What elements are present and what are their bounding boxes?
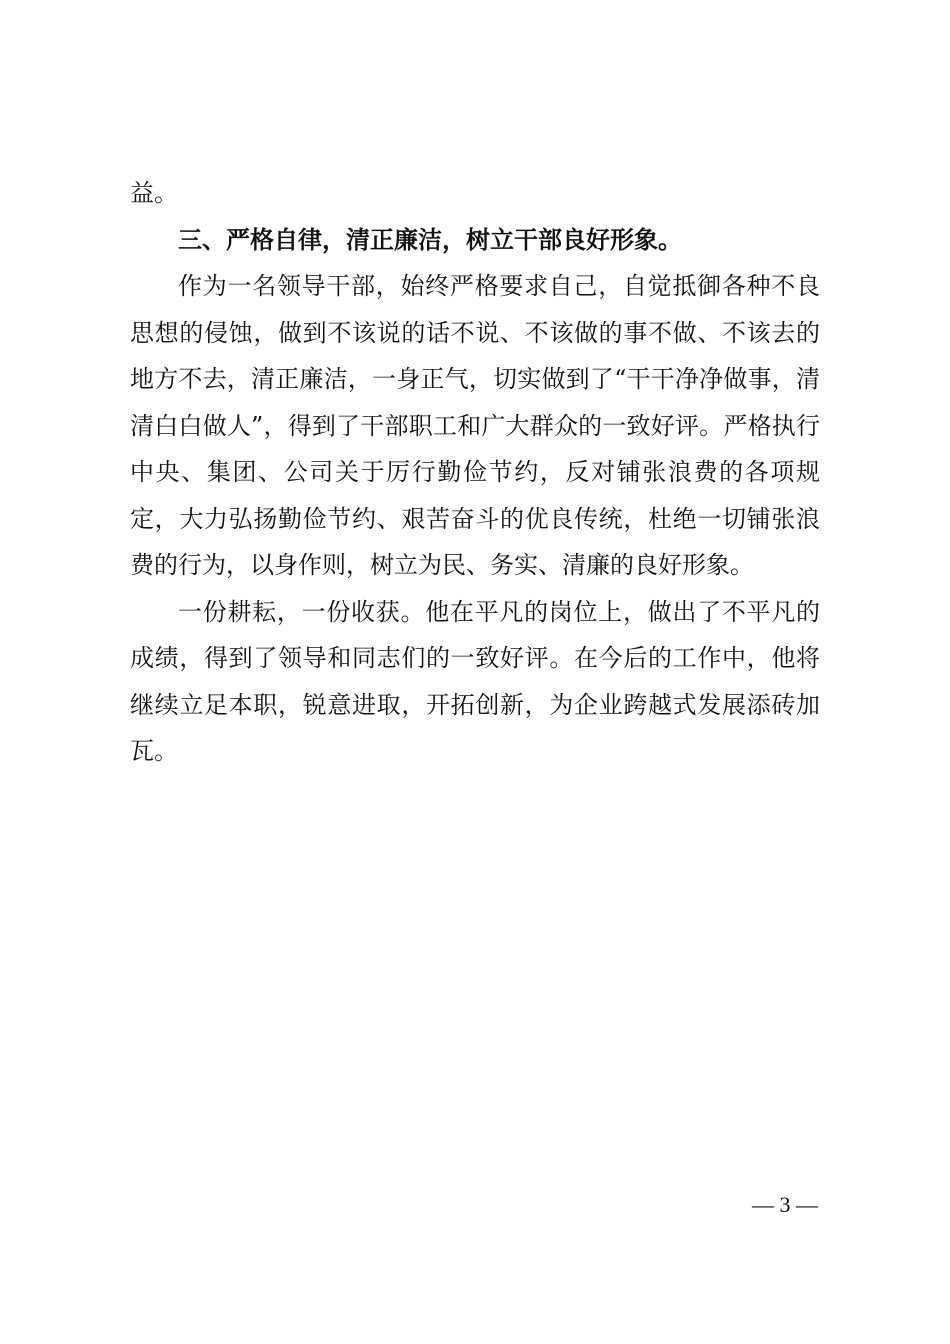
page-number: — 3 — (752, 1192, 818, 1217)
body-paragraph: 一份耕耘，一份收获。他在平凡的岗位上，做出了不平凡的成绩，得到了领导和同志们的一致好评。在今后的工作中，他将继续立足本职，锐意进取，开拓创新，为企业跨越式发展添砖加瓦。 (130, 597, 820, 765)
section-heading: 三、严格自律，清正廉洁，树立干部良好形象。 (178, 225, 682, 254)
document-body (130, 170, 820, 775)
continuation-paragraph: 益。 (130, 179, 178, 207)
body-paragraph: 作为一名领导干部，始终严格要求自己，自觉抵御各种不良思想的侵蚀，做到不该说的话不说、不该做的事不做、不该去的地方不去，清正廉洁，一身正气，切实做到了“干干净净做事，清清白白做人”，得到了干部职工和广大群众的一致好评。严格执行中央、集团、公司关于厉行勤俭节约，反对铺张浪费的各项规定，大力弘扬勤俭节约、艰苦奋斗的优良传统，杜绝一切铺张浪费的行为，以身作则，树立为民、务实、清廉的良好形象。 (130, 272, 820, 579)
